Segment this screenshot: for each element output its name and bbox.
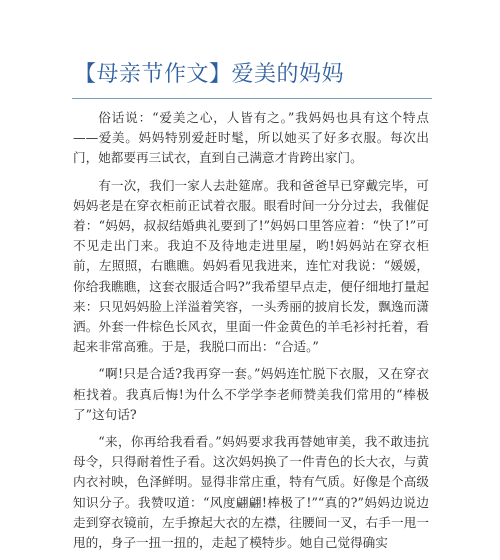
paragraph: 有一次，我们一家人去赴筵席。我和爸爸早已穿戴完毕，可妈妈老是在穿衣柜前正试着衣服。眼看时间一分分过去，我催促着：“妈妈，叔叔结婚典礼要到了!”妈妈口里答应着：“快了!”可不见走出门来。我迫不及待地走进里屋，哟!妈妈站在穿衣柜前，左照照，右瞧瞧。妈妈看见我进来，连忙对我说：“媛媛，你给我瞧瞧，这套衣服适合吗?”我希望早点走，便仔细地打量起来：只见妈妈脸上洋溢着笑容，一头秀丽的披肩长发，飘逸而潇洒。外套一件棕色长风衣，里面一件金黄色的羊毛衫衬托着，看起来非常高雅。于是，我脱口而出：“合适。” [73,177,429,355]
document-body [73,108,429,560]
paragraph: “啊!只是合适?我再穿一套。”妈妈连忙脱下衣服，又在穿衣柜找着。我真后悔!为什么不学学李老师赞美我们常用的“棒极了”这句话? [73,366,429,422]
title-divider [72,98,432,99]
paragraph: 俗话说：“爱美之心，人皆有之。”我妈妈也具有这个特点——爱美。妈妈特别爱赶时髦，所以她买了好多衣服。每次出门，她都要再三试衣，直到自己满意才肯跨出家门。 [73,110,429,166]
paragraph: “来，你再给我看看。”妈妈要求我再替她审美，我不敢违抗母令，只得耐着性子看。这次妈妈换了一件青色的长大衣，与黄内衣衬映，色泽鲜明。显得非常庄重，特有气质。好像是个高级知识分子。我赞叹道：“风度翩翩!棒极了!”“真的?”妈妈边说边走到穿衣镜前，左手撩起大衣的左襟，往腰间一叉，右手一甩一甩的，身子一扭一扭的，走起了模特步。她自己觉得确实 [73,434,429,551]
document-title: 【母亲节作文】爱美的妈妈 [74,62,345,87]
